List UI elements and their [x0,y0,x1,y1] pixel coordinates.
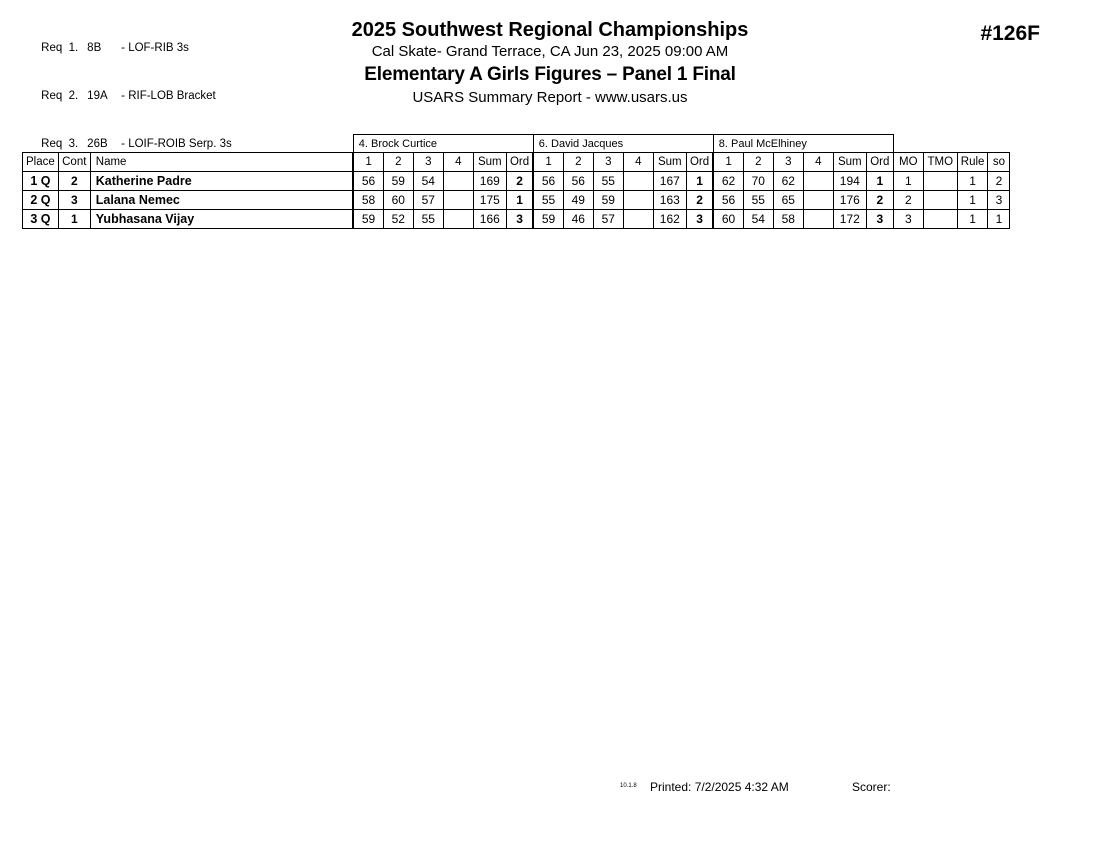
row-name: Lalana Nemec [90,191,353,210]
row-j3-s2: 54 [743,210,773,229]
row-j3-s4 [803,172,833,191]
row-rule: 1 [957,191,988,210]
col-j2-fig1: 1 [533,153,563,172]
event-number: #126F [980,22,1040,45]
col-j1-sum: Sum [473,153,506,172]
row-j2-s2: 49 [563,191,593,210]
row-j2-sum: 163 [653,191,686,210]
judge-name-2: 6. David Jacques [533,135,713,153]
spacer-cell [893,135,923,153]
row-j1-s1: 58 [353,191,383,210]
row-mo: 2 [893,191,923,210]
row-j2-sum: 167 [653,172,686,191]
col-j3-fig1: 1 [713,153,743,172]
row-j2-s4 [623,210,653,229]
col-place: Place [23,153,59,172]
column-header-row [23,153,1010,172]
row-place: 3 Q [23,210,59,229]
report-source: USARS Summary Report - www.usars.us [412,89,688,106]
col-j1-fig3: 3 [413,153,443,172]
row-name: Yubhasana Vijay [90,210,353,229]
row-j1-ord: 2 [506,172,533,191]
row-j3-s3: 62 [773,172,803,191]
col-j3-ord: Ord [866,153,893,172]
requirement-code: 19A [87,90,108,102]
row-j3-sum: 176 [833,191,866,210]
results-table-wrapper [22,134,1010,229]
spacer-cell [923,135,957,153]
requirement-label: Req 2. [41,90,79,102]
row-j3-s2: 55 [743,191,773,210]
results-table [22,134,1010,229]
scorer-label: Scorer: [852,780,891,794]
row-tmo [923,172,957,191]
col-j2-sum: Sum [653,153,686,172]
row-name: Katherine Padre [90,172,353,191]
row-j2-ord: 3 [686,210,713,229]
row-place: 1 Q [23,172,59,191]
row-j1-sum: 169 [473,172,506,191]
title-block [0,18,1100,109]
col-j1-ord: Ord [506,153,533,172]
col-j1-fig1: 1 [353,153,383,172]
table-row [23,172,1010,191]
row-tmo [923,210,957,229]
row-j3-s4 [803,210,833,229]
row-j2-s4 [623,172,653,191]
row-j1-ord: 1 [506,191,533,210]
version-code: 10.1.8 [620,783,637,789]
row-so: 2 [988,172,1010,191]
spacer-cell [23,135,59,153]
row-so: 1 [988,210,1010,229]
col-j1-fig4: 4 [443,153,473,172]
col-so: so [988,153,1010,172]
row-j2-s3: 55 [593,172,623,191]
row-j1-s4 [443,191,473,210]
row-j3-s3: 65 [773,191,803,210]
col-mo: MO [893,153,923,172]
row-j2-s2: 46 [563,210,593,229]
spacer-cell [957,135,988,153]
requirement-code: 8B [87,42,102,54]
row-j3-sum: 172 [833,210,866,229]
row-j3-sum: 194 [833,172,866,191]
row-j1-sum: 175 [473,191,506,210]
row-j2-s1: 59 [533,210,563,229]
requirement-label: Req 3. [41,138,79,150]
col-j2-fig4: 4 [623,153,653,172]
row-j3-s1: 60 [713,210,743,229]
row-j2-s3: 57 [593,210,623,229]
row-mo: 1 [893,172,923,191]
row-j1-s4 [443,172,473,191]
row-j2-ord: 2 [686,191,713,210]
row-j2-ord: 1 [686,172,713,191]
col-j3-fig3: 3 [773,153,803,172]
col-j3-sum: Sum [833,153,866,172]
row-j1-s1: 56 [353,172,383,191]
row-rule: 1 [957,172,988,191]
row-cont: 1 [58,210,90,229]
row-j3-ord: 2 [866,191,893,210]
col-j3-fig4: 4 [803,153,833,172]
col-j1-fig2: 2 [383,153,413,172]
row-j1-ord: 3 [506,210,533,229]
row-place: 2 Q [23,191,59,210]
event-title: Elementary A Girls Figures – Panel 1 Final [364,64,736,85]
row-cont: 3 [58,191,90,210]
row-rule: 1 [957,210,988,229]
judge-name-3: 8. Paul McElhiney [713,135,893,153]
col-cont: Cont [58,153,90,172]
col-tmo: TMO [923,153,957,172]
row-j3-s1: 56 [713,191,743,210]
row-j1-s1: 59 [353,210,383,229]
requirement-desc: - LOF-RIB 3s [121,42,189,54]
row-j1-s2: 52 [383,210,413,229]
col-j3-fig2: 2 [743,153,773,172]
requirement-label: Req 1. [41,42,79,54]
row-mo: 3 [893,210,923,229]
col-j2-fig2: 2 [563,153,593,172]
col-name: Name [90,153,353,172]
row-tmo [923,191,957,210]
row-j3-s4 [803,191,833,210]
row-j2-sum: 162 [653,210,686,229]
row-j1-s2: 59 [383,172,413,191]
row-j3-ord: 1 [866,172,893,191]
row-so: 3 [988,191,1010,210]
spacer-cell [988,135,1010,153]
spacer-cell [58,135,90,153]
row-j1-s3: 57 [413,191,443,210]
col-j2-ord: Ord [686,153,713,172]
judge-name-1: 4. Brock Curtice [353,135,533,153]
printed-timestamp: Printed: 7/2/2025 4:32 AM [650,780,789,794]
row-j3-s1: 62 [713,172,743,191]
row-j3-s3: 58 [773,210,803,229]
row-j3-ord: 3 [866,210,893,229]
col-rule: Rule [957,153,988,172]
requirement-desc: - LOIF-ROIB Serp. 3s [121,138,232,150]
row-j3-s2: 70 [743,172,773,191]
venue-line: Cal Skate- Grand Terrace, CA Jun 23, 2025 09:00 AM [371,43,729,60]
row-j2-s1: 56 [533,172,563,191]
row-j2-s2: 56 [563,172,593,191]
judge-header-row [23,135,1010,153]
row-j1-s2: 60 [383,191,413,210]
col-j2-fig3: 3 [593,153,623,172]
table-row [23,210,1010,229]
row-j1-s3: 54 [413,172,443,191]
row-j2-s1: 55 [533,191,563,210]
row-cont: 2 [58,172,90,191]
row-j1-sum: 166 [473,210,506,229]
requirement-desc: - RIF-LOB Bracket [121,90,216,102]
page-title: 2025 Southwest Regional Championships [351,19,749,41]
table-row [23,191,1010,210]
row-j1-s3: 55 [413,210,443,229]
row-j2-s3: 59 [593,191,623,210]
spacer-cell [90,135,353,153]
row-j2-s4 [623,191,653,210]
row-j1-s4 [443,210,473,229]
requirement-code: 26B [87,138,108,150]
